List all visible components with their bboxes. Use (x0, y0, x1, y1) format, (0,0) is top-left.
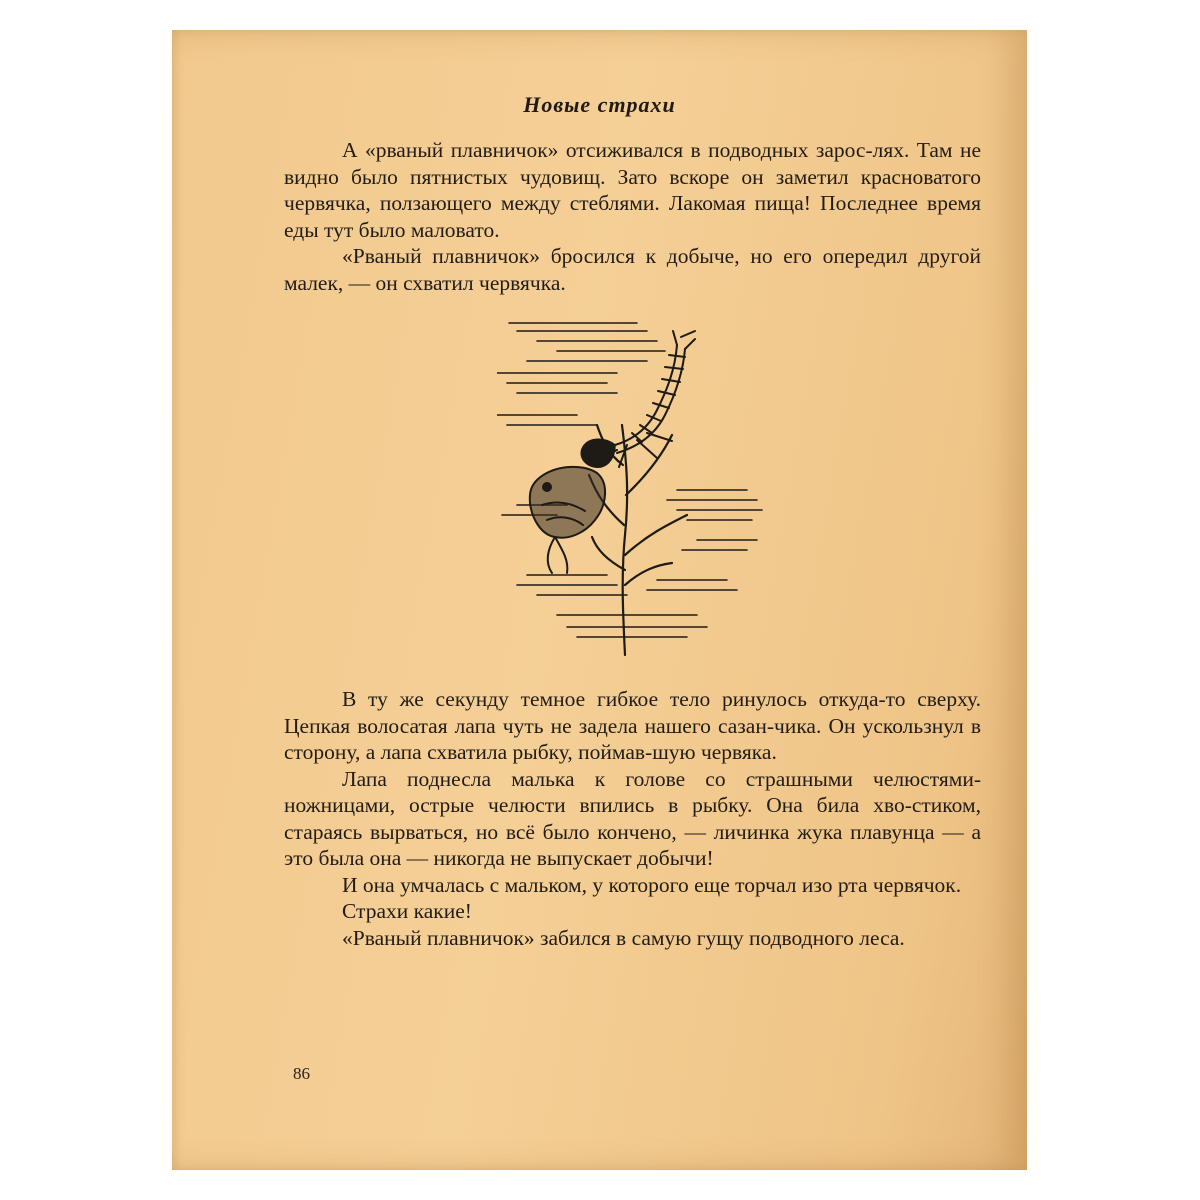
paragraph: И она умчалась с мальком, у которого еще торчал изо рта червячок. (342, 872, 962, 897)
chapter-heading: Новые страхи (523, 92, 676, 117)
paragraph: А «рваный плавничок» отсиживался в подводных зарос-лях. Там не видно было пятнистых чудовищ. Зато вскоре он заметил красноватого червячка, ползающего между стеблями. Лакомая пища! Последнее время еды тут было маловато. (284, 138, 981, 242)
beetle-larva-catching-fish-illustration (497, 315, 767, 660)
text-block-bottom (284, 686, 981, 951)
book-page (172, 30, 1027, 1170)
paragraph: В ту же секунду темное гибкое тело ринулось откуда-то сверху. Цепкая волосатая лапа чуть не задела нашего сазан-чика. Он ускользнул в сторону, а лапа схватила рыбку, поймав-шую червяка. (284, 687, 981, 764)
paragraph: «Рваный плавничок» бросился к добыче, но его опередил другой малек, — он схватил червячка. (284, 244, 981, 295)
paragraph: Лапа поднесла малька к голове со страшными челюстями-ножницами, острые челюсти впились в рыбку. Она била хво-стиком, стараясь вырваться, но всё было кончено, — личинка жука плавунца — а это была она — никогда не выпускает добычи! (284, 766, 981, 870)
paragraph: Страхи какие! (342, 899, 472, 923)
text-block-top (284, 137, 981, 296)
page-number: 86 (293, 1064, 310, 1083)
paragraph: «Рваный плавничок» забился в самую гущу подводного леса. (342, 925, 905, 950)
